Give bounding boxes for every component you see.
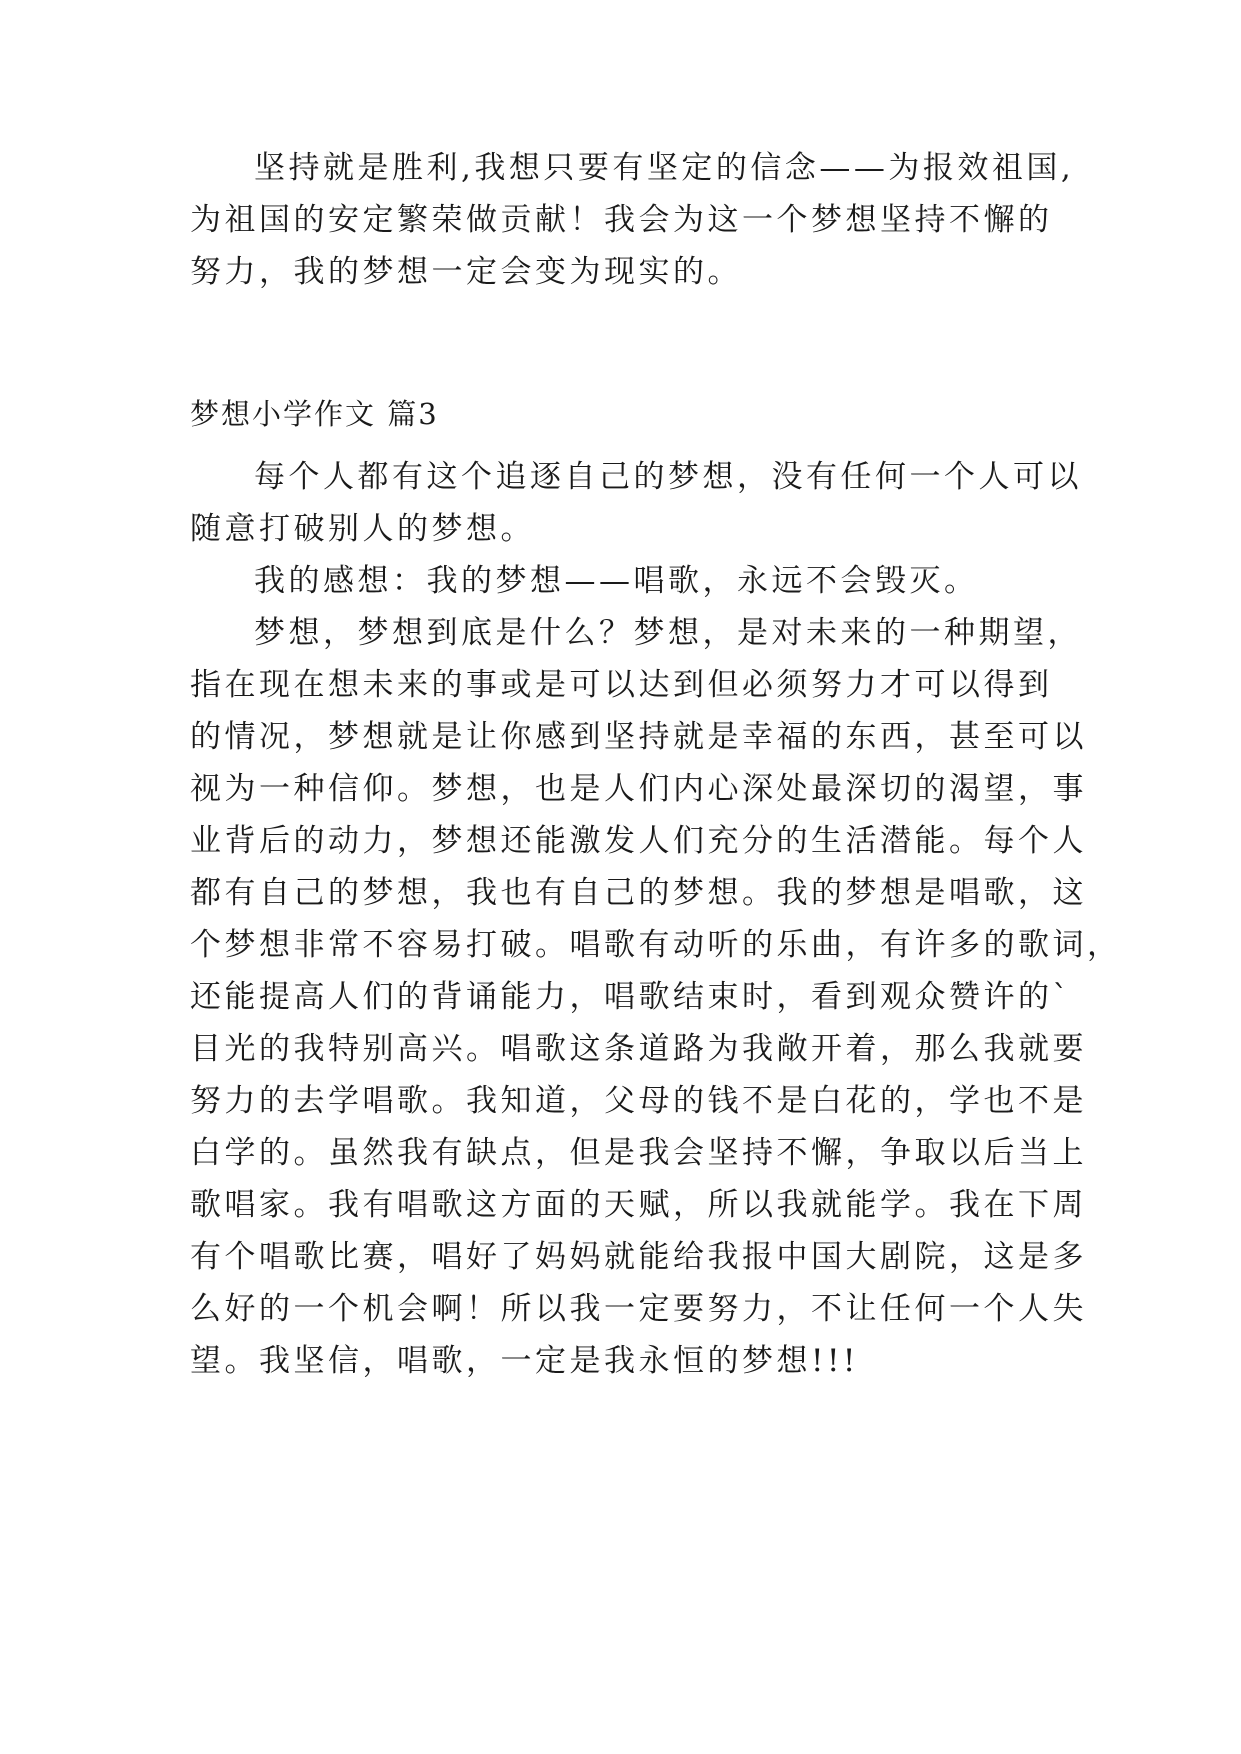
text-line: 业背后的动力，梦想还能激发人们充分的生活潜能。每个人 [190, 823, 1087, 859]
text-line: 么好的一个机会啊！所以我一定要努力，不让任何一个人失 [190, 1291, 1087, 1327]
text-line: 坚持就是胜利,我想只要有坚定的信念——为报效祖国, [254, 150, 1075, 186]
text-line: 有个唱歌比赛，唱好了妈妈就能给我报中国大剧院，这是多 [190, 1239, 1087, 1275]
text-line: 的情况，梦想就是让你感到坚持就是幸福的东西，甚至可以 [190, 719, 1087, 755]
text-line: 随意打破别人的梦想。 [190, 511, 535, 547]
text-line: 努力的去学唱歌。我知道，父母的钱不是白花的，学也不是 [190, 1083, 1087, 1119]
text-line: 视为一种信仰。梦想，也是人们内心深处最深切的渴望，事 [190, 771, 1087, 807]
text-line: 望。我坚信，唱歌，一定是我永恒的梦想!!! [190, 1343, 859, 1379]
text-line: 目光的我特别高兴。唱歌这条道路为我敞开着，那么我就要 [190, 1031, 1087, 1067]
text-line: 我的感想：我的梦想——唱歌，永远不会毁灭。 [254, 563, 979, 599]
text-line: 每个人都有这个追逐自己的梦想，没有任何一个人可以 [254, 459, 1082, 495]
section-heading: 梦想小学作文 篇3 [190, 397, 439, 431]
text-line: 指在现在想未来的事或是可以达到但必须努力才可以得到 [190, 667, 1053, 703]
text-line: 还能提高人们的背诵能力，唱歌结束时，看到观众赞许的` [190, 979, 1072, 1015]
text-line: 梦想，梦想到底是什么？梦想，是对未来的一种期望， [254, 615, 1082, 651]
text-line: 为祖国的安定繁荣做贡献！我会为这一个梦想坚持不懈的 [190, 202, 1053, 238]
text-line: 努力，我的梦想一定会变为现实的。 [190, 254, 742, 290]
text-line: 都有自己的梦想，我也有自己的梦想。我的梦想是唱歌，这 [190, 875, 1087, 911]
text-line: 个梦想非常不容易打破。唱歌有动听的乐曲，有许多的歌词， [190, 927, 1122, 963]
text-line: 白学的。虽然我有缺点，但是我会坚持不懈，争取以后当上 [190, 1135, 1087, 1171]
text-line: 歌唱家。我有唱歌这方面的天赋，所以我就能学。我在下周 [190, 1187, 1087, 1223]
